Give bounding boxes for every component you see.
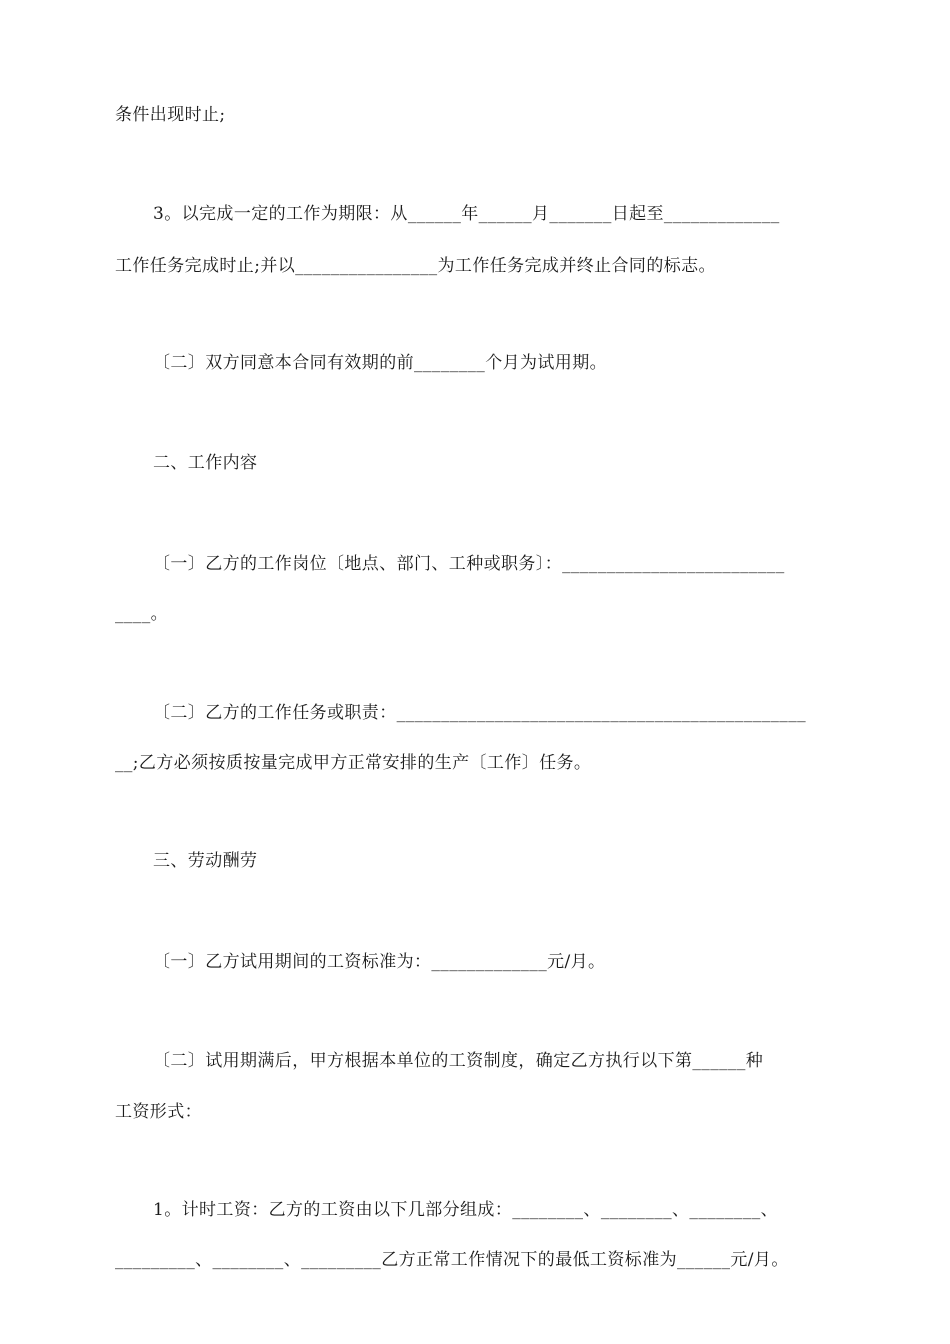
- section-heading-remuneration: 三、劳动酬劳: [153, 851, 258, 871]
- text-line-probation: 〔二〕双方同意本合同有效期的前________个月为试用期。: [153, 353, 607, 373]
- section-heading-work-content: 二、工作内容: [153, 453, 258, 473]
- text-line-condition-end: 条件出现时止;: [115, 105, 226, 125]
- text-line-hourly-wage: 1。计时工资：乙方的工资由以下几部分组成：________、________、________、: [153, 1200, 779, 1220]
- text-line-hourly-wage-cont: _________、________、_________乙方正常工作情况下的最低工资标准为______元/月。: [115, 1250, 789, 1270]
- text-line-wage-form: 〔二〕试用期满后，甲方根据本单位的工资制度，确定乙方执行以下第______种: [153, 1051, 764, 1071]
- text-line-task-completion: 工作任务完成时止;并以________________为工作任务完成并终止合同的标志。: [115, 256, 716, 276]
- text-line-work-post: 〔一〕乙方的工作岗位〔地点、部门、工种或职务〕：_________________________: [153, 554, 785, 574]
- text-line-probation-wage: 〔一〕乙方试用期间的工资标准为：_____________元/月。: [153, 952, 606, 972]
- text-line-work-duties: 〔二〕乙方的工作任务或职责：______________________________________________: [153, 703, 806, 723]
- text-line-work-post-cont: ____。: [115, 604, 168, 624]
- text-line-work-duties-cont: __;乙方必须按质按量完成甲方正常安排的生产〔工作〕任务。: [115, 753, 592, 773]
- text-line-term-task: 3。以完成一定的工作为期限：从______年______月_______日起至_____________: [153, 204, 780, 224]
- text-line-wage-form-cont: 工资形式：: [115, 1102, 202, 1122]
